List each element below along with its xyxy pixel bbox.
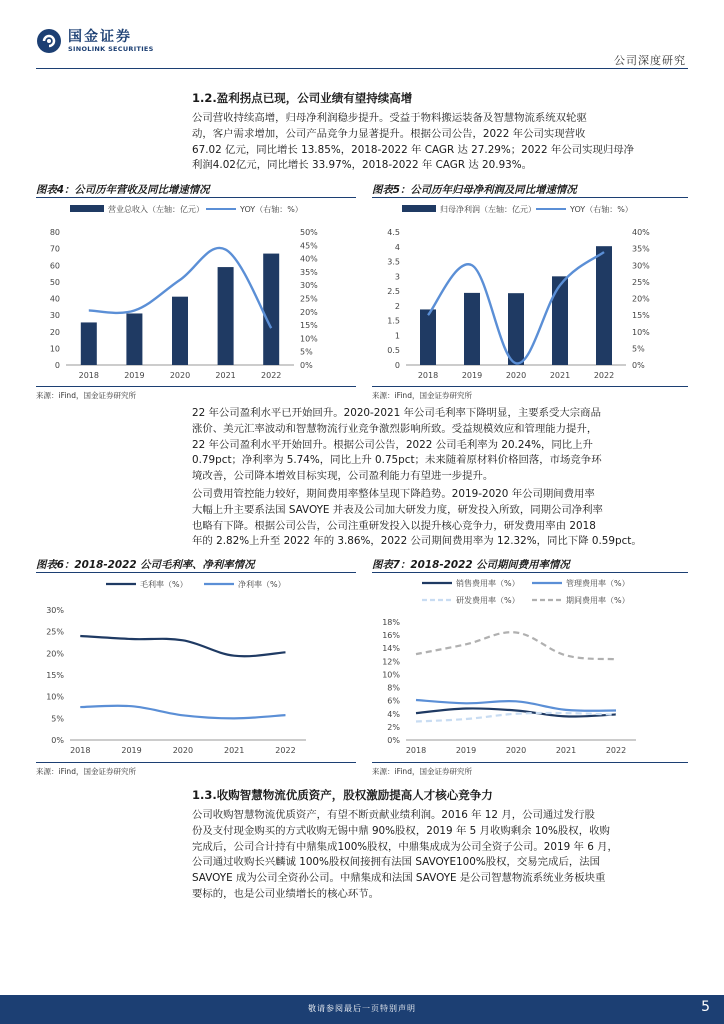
y-right-tick-label: 5% bbox=[300, 347, 313, 357]
legend-bar-swatch bbox=[70, 205, 104, 212]
bar bbox=[263, 254, 279, 365]
y-right-tick-label: 35% bbox=[300, 267, 318, 277]
bar bbox=[552, 276, 568, 365]
fig4-title: 图表4：公司历年营收及同比增速情况 bbox=[36, 184, 210, 196]
text-line: 份及支付现金购买的方式收购无锡中鼎 90%股权，2019 年 5 月收购剩余 10%股权，收购 bbox=[192, 824, 610, 837]
fig7-chart bbox=[372, 574, 692, 760]
x-tick-label: 2021 bbox=[215, 371, 236, 380]
y-tick-label: 0% bbox=[387, 736, 400, 745]
legend-label: 销售费用率（%） bbox=[456, 579, 520, 588]
text-line: 要标的，也是公司业绩增长的核心环节。 bbox=[192, 887, 380, 900]
fig6-title: 图表6：2018-2022 公司毛利率、净利率情况 bbox=[36, 559, 255, 571]
text-line: 动，客户需求增加，公司产品竞争力显著提升。根据公司公告，2022 年公司实现营收 bbox=[192, 127, 586, 140]
bar bbox=[81, 322, 97, 365]
x-tick-label: 2020 bbox=[505, 371, 527, 380]
x-tick-label: 2020 bbox=[172, 746, 194, 755]
y-tick-label: 14% bbox=[382, 644, 400, 654]
text-line: 利润4.02亿元，同比增长 33.97%，2018-2022 年 CAGR 达 20.93%。 bbox=[192, 159, 533, 172]
y-right-tick-label: 15% bbox=[300, 321, 318, 331]
legend-bar-label: 归母净利润（左轴：亿元） bbox=[440, 205, 536, 214]
y-tick-label: 6% bbox=[387, 696, 400, 706]
logo-mark-icon bbox=[36, 28, 62, 54]
y-tick-label: 12% bbox=[382, 657, 400, 667]
fig7-source-rule bbox=[372, 762, 688, 763]
fig5-source-rule bbox=[372, 386, 688, 387]
y-right-tick-label: 25% bbox=[632, 277, 650, 287]
y-tick-label: 15% bbox=[46, 671, 64, 680]
y-right-tick-label: 25% bbox=[300, 294, 318, 304]
text-line: 公司费用管控能力较好，期间费用率整体呈现下降趋势。2019-2020 年公司期间费用率 bbox=[192, 488, 595, 500]
y-right-tick-label: 10% bbox=[300, 334, 318, 344]
fig4-source: 来源：iFind，国金证券研究所 bbox=[36, 391, 136, 400]
y-left-tick-label: 4.5 bbox=[387, 228, 400, 237]
text-line: 完成后，公司合计持有中鼎集成100%股权，中鼎集成成为公司全资子公司。2019 年 6 月， bbox=[192, 840, 618, 853]
y-right-tick-label: 15% bbox=[632, 311, 650, 321]
x-tick-label: 2018 bbox=[417, 371, 439, 380]
report-type: 公司深度研究 bbox=[614, 54, 686, 67]
x-tick-label: 2021 bbox=[223, 746, 245, 755]
y-left-tick-label: 3.5 bbox=[387, 257, 400, 267]
text-line: 67.02 亿元，同比增长 13.85%，2018-2022 年 CAGR 达 27.29%；2022 年公司实现归母净 bbox=[192, 143, 635, 156]
y-tick-label: 20% bbox=[46, 649, 64, 659]
y-left-tick-label: 30 bbox=[49, 311, 60, 321]
y-right-tick-label: 10% bbox=[632, 327, 650, 337]
page-number: 5 bbox=[701, 999, 710, 1015]
fig7-title-rule bbox=[372, 572, 688, 573]
series-line bbox=[80, 706, 285, 719]
legend-label: 期间费用率（%） bbox=[566, 596, 630, 605]
y-left-tick-label: 80 bbox=[49, 228, 60, 237]
x-tick-label: 2018 bbox=[78, 371, 99, 380]
y-left-tick-label: 4 bbox=[394, 242, 400, 252]
header-divider bbox=[36, 68, 688, 69]
series-line bbox=[80, 636, 285, 656]
logo-chinese: 国金证券 bbox=[68, 29, 132, 45]
text-line: 涨价、美元汇率波动和智慧物流行业竞争激烈影响所致。受益规模效应和管理能力提升， bbox=[192, 422, 598, 435]
x-tick-label: 2018 bbox=[405, 746, 427, 755]
y-left-tick-label: 10 bbox=[49, 344, 60, 354]
y-tick-label: 0% bbox=[51, 736, 64, 745]
x-tick-label: 2022 bbox=[275, 746, 296, 755]
y-left-tick-label: 2 bbox=[394, 301, 400, 311]
legend-label: 净利率（%） bbox=[238, 580, 286, 589]
y-left-tick-label: 0 bbox=[54, 361, 60, 370]
fig5-title: 图表5：公司历年归母净利润及同比增速情况 bbox=[372, 184, 577, 196]
x-tick-label: 2020 bbox=[169, 371, 191, 380]
paragraph-revenue bbox=[192, 111, 688, 174]
legend-line-label: YOY（右轴：%） bbox=[240, 205, 303, 214]
bar bbox=[464, 293, 480, 365]
fig7-source: 来源：iFind，国金证券研究所 bbox=[372, 767, 472, 776]
y-right-tick-label: 30% bbox=[300, 281, 318, 291]
y-right-tick-label: 35% bbox=[632, 244, 650, 254]
y-tick-label: 4% bbox=[387, 709, 400, 719]
y-right-tick-label: 0% bbox=[632, 361, 645, 370]
company-logo bbox=[36, 26, 196, 60]
fig6-source: 来源：iFind，国金证券研究所 bbox=[36, 767, 136, 776]
y-right-tick-label: 50% bbox=[300, 228, 318, 237]
text-line: 境改善，公司降本增效目标实现，公司盈利能力有望进一步提升。 bbox=[192, 470, 494, 483]
y-tick-label: 5% bbox=[51, 714, 64, 724]
y-tick-label: 25% bbox=[46, 627, 64, 637]
fig7-title: 图表7：2018-2022 公司期间费用率情况 bbox=[372, 559, 570, 571]
y-left-tick-label: 1.5 bbox=[387, 316, 400, 326]
text-line: 公司收购智慧物流优质资产，有望不断贡献业绩利润。2016 年 12 月，公司通过发行股 bbox=[192, 809, 595, 821]
legend-bar-swatch bbox=[402, 205, 436, 212]
y-right-tick-label: 5% bbox=[632, 344, 645, 354]
text-line: 22 年公司盈利水平已开始回升。2020-2021 年公司毛利率下降明显，主要系受大宗商品 bbox=[192, 407, 601, 419]
legend-label: 管理费用率（%） bbox=[566, 579, 630, 588]
text-line: 年的 2.82%上升至 2022 年的 3.86%，2022 公司期间费用率为 12.32%，同比下降 0.59pct。 bbox=[192, 535, 642, 548]
y-left-tick-label: 0 bbox=[394, 361, 400, 370]
text-line: 0.79pct；净利率为 5.74%，同比上升 0.75pct；未来随着原材料价格回落，市场竞争环 bbox=[192, 454, 602, 467]
y-tick-label: 8% bbox=[387, 683, 400, 693]
bar bbox=[596, 246, 612, 365]
y-right-tick-label: 45% bbox=[300, 241, 318, 251]
fig6-source-rule bbox=[36, 762, 356, 763]
bar bbox=[172, 297, 188, 365]
fig5-title-rule bbox=[372, 197, 688, 198]
x-tick-label: 2019 bbox=[461, 371, 483, 380]
bar bbox=[508, 293, 524, 365]
fig6-chart bbox=[36, 574, 362, 760]
y-tick-label: 30% bbox=[46, 606, 64, 615]
fig6-title-rule bbox=[36, 572, 356, 573]
bar bbox=[420, 309, 436, 365]
text-line: 也略有下降。根据公司公告，公司注重研发投入以提升核心竞争力，研发费用率由 2018 bbox=[192, 519, 596, 532]
legend-label: 毛利率（%） bbox=[140, 580, 188, 589]
legend-line-label: YOY（右轴：%） bbox=[570, 205, 633, 214]
paragraph-expenses bbox=[192, 487, 688, 550]
legend-bar-label: 营业总收入（左轴：亿元） bbox=[108, 205, 204, 214]
fig4-title-rule bbox=[36, 197, 356, 198]
bar bbox=[126, 313, 142, 365]
y-left-tick-label: 0.5 bbox=[387, 346, 400, 356]
x-tick-label: 2020 bbox=[505, 746, 527, 755]
fig4-source-rule bbox=[36, 386, 356, 387]
y-right-tick-label: 40% bbox=[300, 254, 318, 264]
x-tick-label: 2019 bbox=[455, 746, 477, 755]
x-tick-label: 2022 bbox=[593, 371, 615, 380]
section-title-1-3: 1.3.收购智慧物流优质资产，股权激励提高人才核心竞争力 bbox=[192, 788, 493, 802]
fig4-chart bbox=[36, 199, 362, 385]
x-tick-label: 2019 bbox=[124, 371, 145, 380]
y-left-tick-label: 3 bbox=[394, 272, 400, 282]
y-left-tick-label: 20 bbox=[49, 327, 60, 337]
y-left-tick-label: 60 bbox=[49, 261, 60, 271]
text-line: SAVOYE 成为公司全资孙公司。中鼎集成和法国 SAVOYE 是公司智慧物流系统业务板块重 bbox=[192, 872, 606, 885]
footer-disclaimer: 敬请参阅最后一页特别声明 bbox=[308, 1004, 416, 1013]
y-tick-label: 18% bbox=[382, 618, 400, 627]
bar bbox=[218, 267, 234, 365]
text-line: 公司营收持续高增，归母净利润稳步提升。受益于物料搬运装备及智慧物流系统双轮驱 bbox=[192, 112, 587, 124]
logo-english: SINOLINK SECURITIES bbox=[68, 45, 154, 53]
x-tick-label: 2021 bbox=[549, 371, 571, 380]
x-tick-label: 2021 bbox=[555, 746, 577, 755]
y-right-tick-label: 20% bbox=[300, 307, 318, 317]
y-right-tick-label: 40% bbox=[632, 228, 650, 237]
paragraph-profitability bbox=[192, 406, 688, 485]
x-tick-label: 2022 bbox=[605, 746, 627, 755]
y-left-tick-label: 40 bbox=[49, 294, 60, 304]
legend-label: 研发费用率（%） bbox=[456, 596, 520, 605]
section-title-1-2: 1.2.盈利拐点已现，公司业绩有望持续高增 bbox=[192, 91, 413, 105]
x-tick-label: 2022 bbox=[261, 371, 282, 380]
y-tick-label: 16% bbox=[382, 631, 400, 641]
y-right-tick-label: 20% bbox=[632, 294, 650, 304]
x-tick-label: 2018 bbox=[70, 746, 91, 755]
fig5-source: 来源：iFind，国金证券研究所 bbox=[372, 391, 472, 400]
y-left-tick-label: 2.5 bbox=[387, 287, 400, 297]
paragraph-acquisition bbox=[192, 808, 688, 903]
x-tick-label: 2019 bbox=[121, 746, 142, 755]
y-tick-label: 10% bbox=[382, 670, 400, 680]
text-line: 大幅上升主要系法国 SAVOYE 并表及公司加大研发力度，研发投入所致，同期公司净利率 bbox=[192, 503, 603, 516]
text-line: 公司通过收购长兴麟诚 100%股权间接拥有法国 SAVOYE100%股权，交易完成后，法国 bbox=[192, 856, 601, 869]
y-left-tick-label: 70 bbox=[49, 244, 60, 254]
y-left-tick-label: 50 bbox=[49, 277, 60, 287]
fig5-chart bbox=[372, 199, 692, 385]
y-right-tick-label: 30% bbox=[632, 261, 650, 271]
series-line bbox=[416, 632, 616, 659]
text-line: 22 年公司盈利水平开始回升。根据公司公告，2022 公司毛利率为 20.24%，同比上升 bbox=[192, 438, 593, 451]
y-tick-label: 10% bbox=[46, 692, 64, 702]
y-right-tick-label: 0% bbox=[300, 361, 313, 370]
y-tick-label: 2% bbox=[387, 722, 400, 732]
y-left-tick-label: 1 bbox=[394, 331, 400, 341]
